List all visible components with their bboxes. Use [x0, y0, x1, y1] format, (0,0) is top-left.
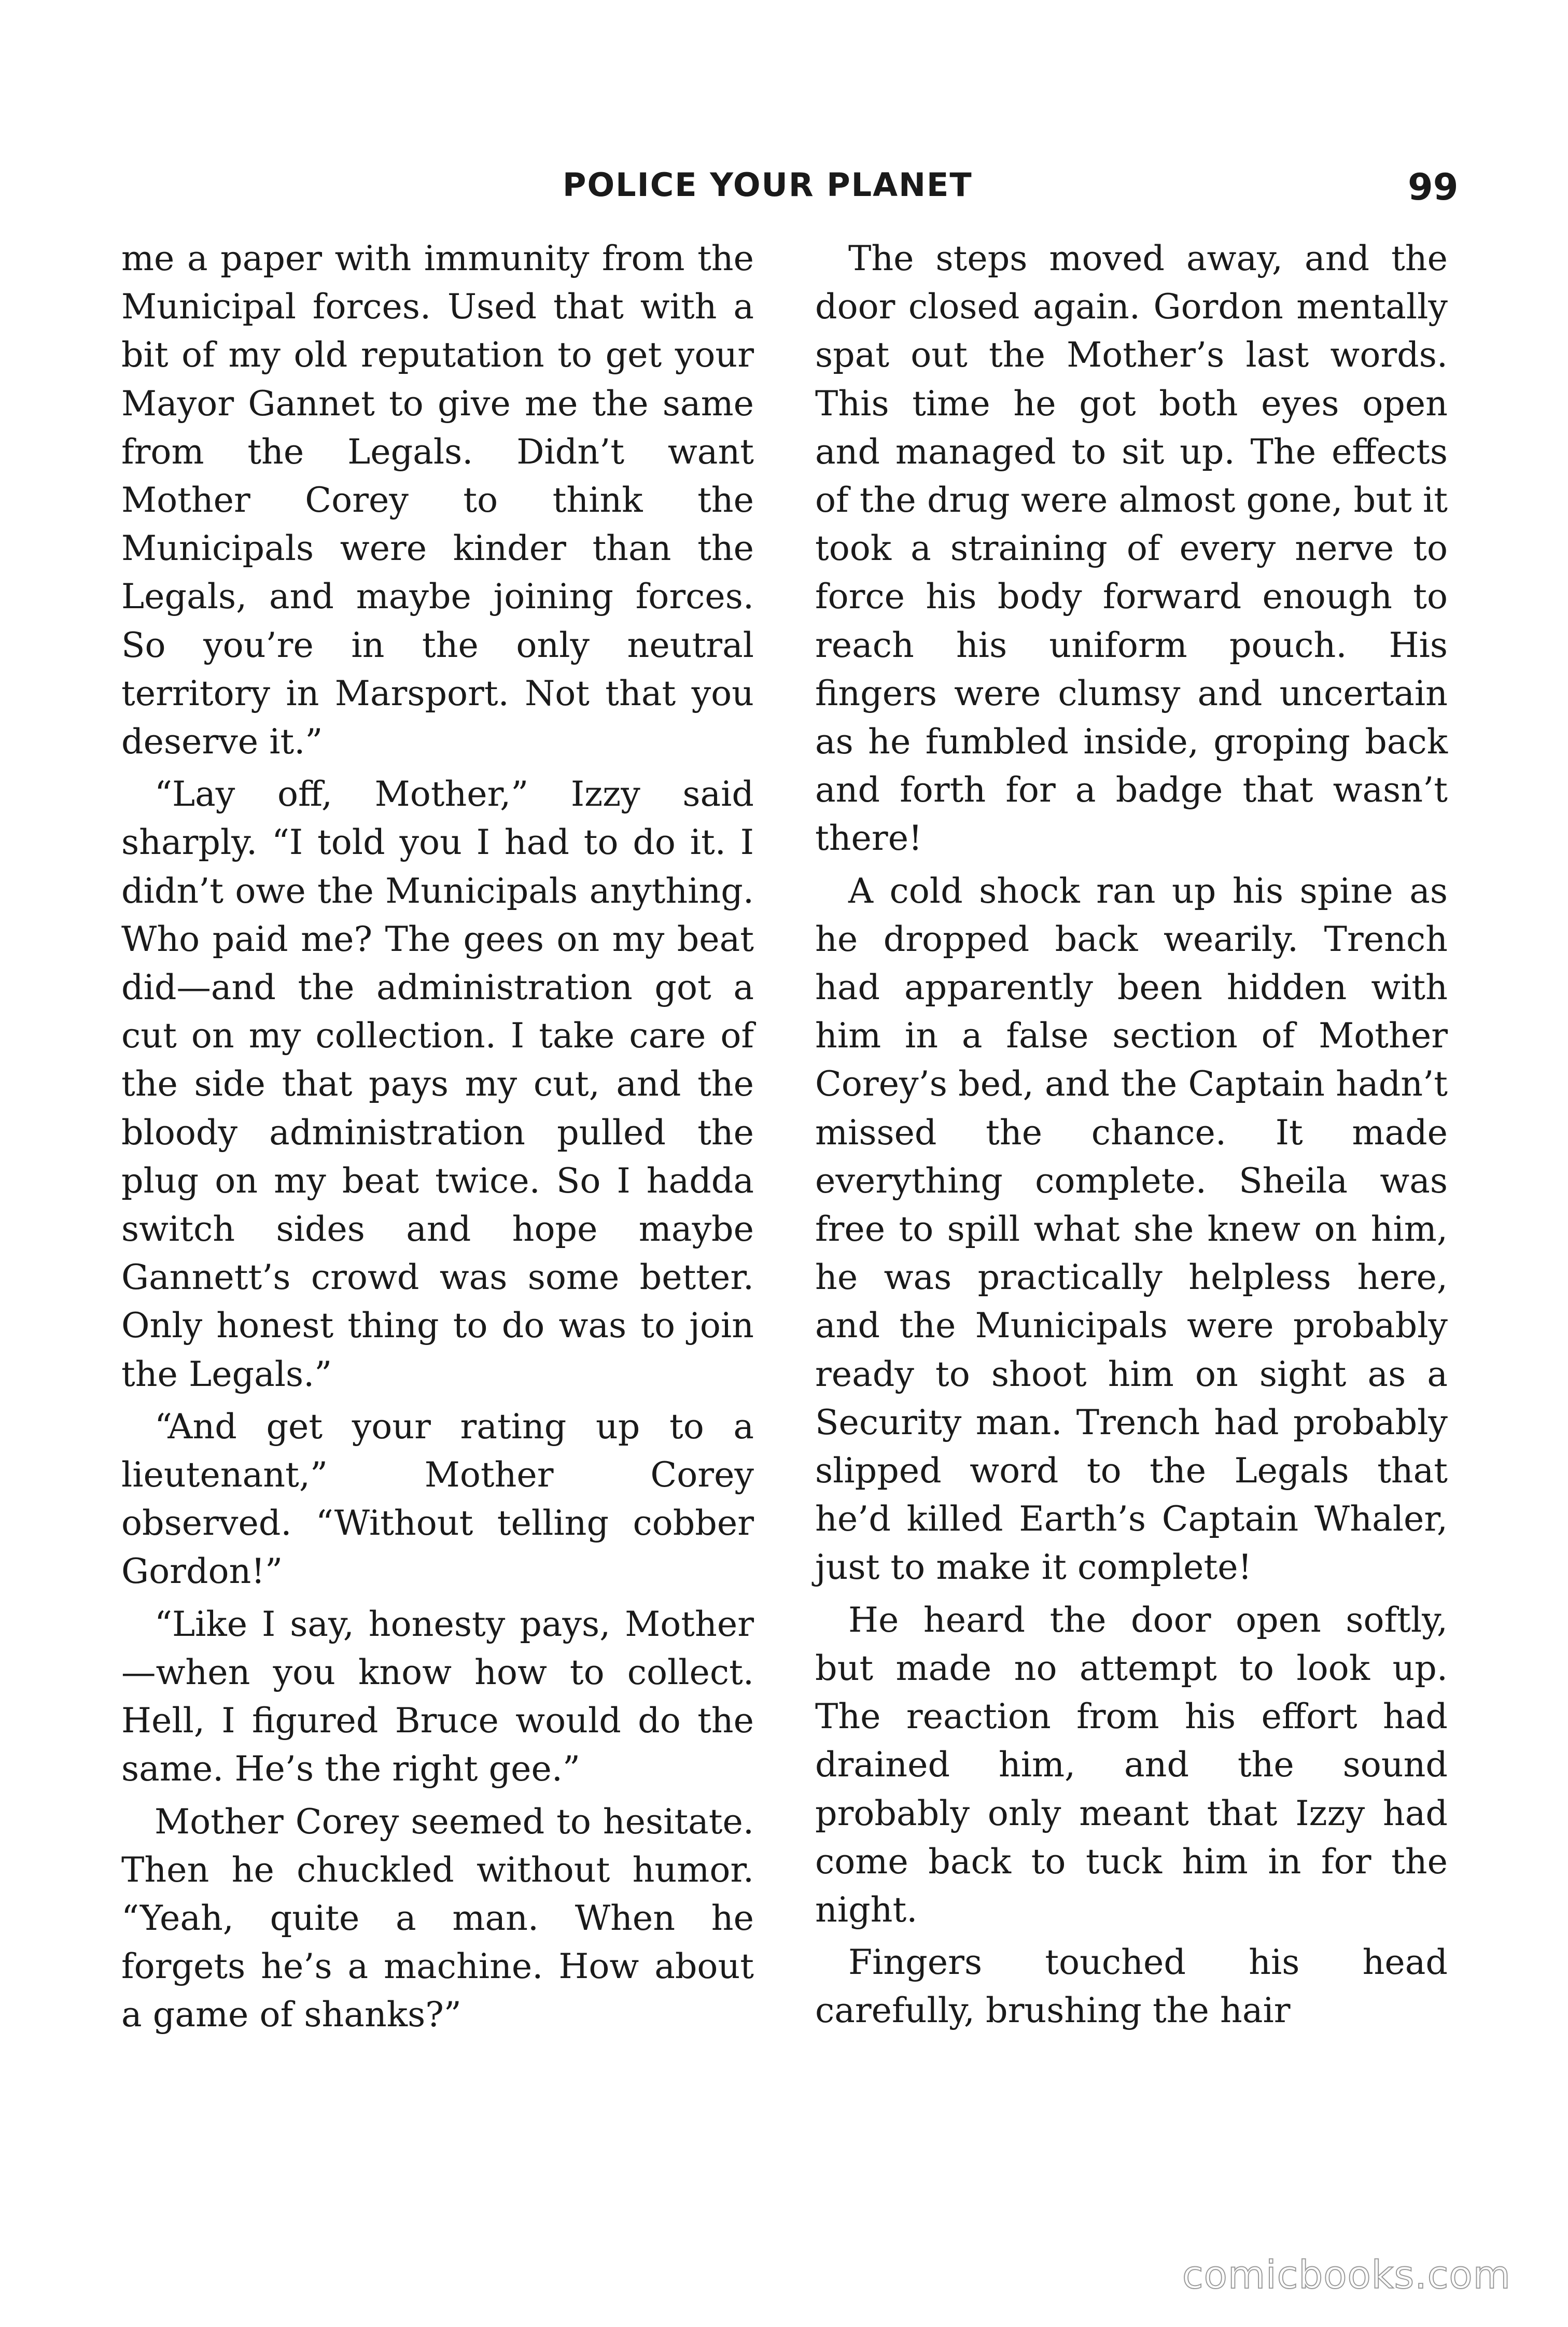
paragraph: He heard the door open softly, but made no attempt to look up. The reaction from his effort had drained him, and the sound probably only meant that Izzy had come back to tuck him in for the night. — [815, 1599, 1448, 1930]
paragraph: “Lay off, Mother,” Izzy said sharply. “I told you I had to do it. I didn’t owe the Municipals anything. Who paid me? The gees on my beat did—and the administration got a cut on my collection. I take care of the side that pays my cut, and the bloody administration pulled the plug on my beat twice. So I hadda switch sides and hope maybe Gannett’s crowd was some better. Only honest thing to do was to join the Legals.” — [121, 774, 754, 1394]
paragraph: Mother Corey seemed to hesitate. Then he chuckled without humor. “Yeah, quite a man. When he forgets he’s a machine. How about a game of shanks?” — [121, 1801, 754, 2035]
left-column — [121, 234, 754, 2043]
page-header — [0, 166, 1568, 218]
page-number: 99 — [1408, 166, 1459, 208]
right-column — [815, 234, 1448, 2039]
running-title: POLICE YOUR PLANET — [563, 166, 973, 204]
paragraph: The steps moved away, and the door closed again. Gordon mentally spat out the Mother’s last words. This time he got both eyes open and managed to sit up. The effects of the drug were almost gone, but it took a straining of every nerve to force his body forward enough to reach his uniform pouch. His fingers were clumsy and uncertain as he fumbled inside, groping back and forth for a badge that wasn’t there! — [815, 238, 1448, 859]
paragraph: “And get your rating up to a lieutenant,” Mother Corey observed. “Without telling cobber Gordon!” — [121, 1406, 754, 1592]
paragraph: me a paper with immunity from the Municipal forces. Used that with a bit of my old reputation to get your Mayor Gannet to give me the same from the Legals. Didn’t want Mother Corey to think the Municipals were kinder than the Legals, and maybe joining forces. So you’re in the only neutral territory in Marsport. Not that you deserve it.” — [121, 238, 754, 762]
watermark: comicbooks.com — [1182, 2253, 1511, 2297]
paragraph: “Like I say, honesty pays, Mother—when you know how to collect. Hell, I figured Bruce would do the same. He’s the right gee.” — [121, 1603, 754, 1789]
paragraph: Fingers touched his head carefully, brushing the hair — [815, 1942, 1448, 2031]
paragraph: A cold shock ran up his spine as he dropped back wearily. Trench had apparently been hidden with him in a false section of Mother Corey’s bed, and the Captain hadn’t missed the chance. It made everything complete. Sheila was free to spill what she knew on him, he was practically helpless here, and the Municipals were probably ready to shoot him on sight as a Security man. Trench had probably slipped word to the Legals that he’d killed Earth’s Captain Whaler, just to make it complete! — [815, 870, 1448, 1588]
